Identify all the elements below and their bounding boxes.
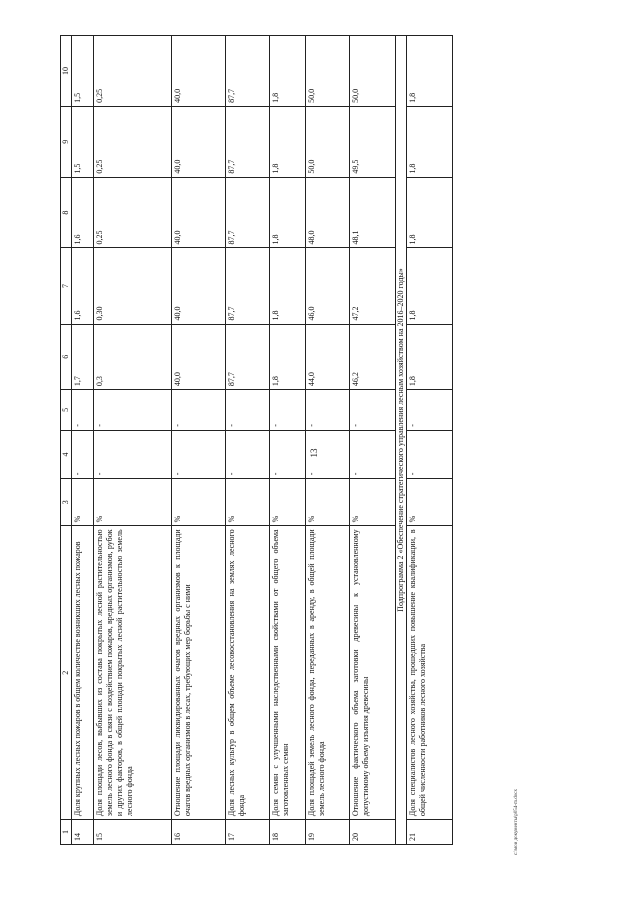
- table-row: [172, 36, 226, 845]
- header-cell: 8: [61, 177, 72, 248]
- header-cell: 9: [61, 106, 72, 177]
- value-cell: -: [270, 390, 306, 431]
- row-number: 18: [270, 820, 306, 845]
- value-cell: 1,8: [407, 248, 453, 324]
- header-cell: 5: [61, 390, 72, 431]
- table-row: [72, 36, 94, 845]
- value-cell: 87,7: [226, 248, 270, 324]
- value-cell: 87,7: [226, 106, 270, 177]
- value-cell: 1,5: [72, 36, 94, 107]
- unit-cell: %: [172, 479, 226, 526]
- indicator-name: Доля крупных лесных пожаров в общем количестве возникших лесных пожаров: [72, 526, 94, 820]
- table-row: [306, 36, 350, 845]
- row-number: 20: [350, 820, 396, 845]
- value-cell: -: [226, 390, 270, 431]
- indicator-name: Доля площадей земель лесного фонда, переданных в аренду, в общей площади земель лесного фонда: [306, 526, 350, 820]
- value-cell: 1,8: [270, 177, 306, 248]
- header-cell: 6: [61, 324, 72, 390]
- indicators-table: [60, 35, 453, 845]
- header-cell: 7: [61, 248, 72, 324]
- row-number: 17: [226, 820, 270, 845]
- value-cell: 87,7: [226, 324, 270, 390]
- indicator-name: Отношение площади ликвидированных очагов вредных организмов к площади очагов вредных организмов в лесах, требующих мер борьбы с ними: [172, 526, 226, 820]
- value-cell: -: [72, 430, 94, 479]
- row-number: 19: [306, 820, 350, 845]
- row-number: 15: [94, 820, 172, 845]
- header-cell: 4: [61, 430, 72, 479]
- value-cell: -: [350, 430, 396, 479]
- page-number: 13: [309, 448, 319, 458]
- value-cell: -: [306, 390, 350, 431]
- value-cell: 0,25: [94, 106, 172, 177]
- value-cell: -: [350, 390, 396, 431]
- value-cell: 1,5: [72, 106, 94, 177]
- unit-cell: %: [407, 479, 453, 526]
- value-cell: 87,7: [226, 36, 270, 107]
- value-cell: -: [172, 390, 226, 431]
- value-cell: 1,6: [72, 177, 94, 248]
- value-cell: 40,0: [172, 36, 226, 107]
- value-cell: 44,0: [306, 324, 350, 390]
- table-row: [350, 36, 396, 845]
- indicators-table-container: [60, 35, 495, 845]
- unit-cell: %: [72, 479, 94, 526]
- file-path-footer: c:\мои документы\p054-m.docx: [514, 789, 519, 855]
- header-cell: 2: [61, 526, 72, 820]
- subprogram-row: [396, 36, 407, 845]
- value-cell: -: [94, 390, 172, 431]
- value-cell: 48,1: [350, 177, 396, 248]
- value-cell: -: [72, 390, 94, 431]
- value-cell: 50,0: [306, 106, 350, 177]
- value-cell: 48,0: [306, 177, 350, 248]
- value-cell: -: [94, 430, 172, 479]
- header-cell: 3: [61, 479, 72, 526]
- unit-cell: %: [350, 479, 396, 526]
- value-cell: 50,0: [350, 36, 396, 107]
- table-row: [407, 36, 453, 845]
- row-number: 14: [72, 820, 94, 845]
- value-cell: 87,7: [226, 177, 270, 248]
- table-row: [226, 36, 270, 845]
- indicator-name: Доля специалистов лесного хозяйства, прошедших повышение квалификации, в общей численности работников лесного хозяйства: [407, 526, 453, 820]
- unit-cell: %: [306, 479, 350, 526]
- table-row: [94, 36, 172, 845]
- value-cell: 40,0: [172, 106, 226, 177]
- indicator-name: Отношение фактического объема заготовки древесины к установленному допустимому объему изъятия древесины: [350, 526, 396, 820]
- unit-cell: %: [226, 479, 270, 526]
- subprogram-title: Подпрограмма 2 «Обеспечение стратегического управления лесным хозяйством на 2016–2020 годы»: [396, 36, 407, 845]
- unit-cell: %: [94, 479, 172, 526]
- value-cell: 49,5: [350, 106, 396, 177]
- value-cell: 40,0: [172, 324, 226, 390]
- value-cell: 0,25: [94, 177, 172, 248]
- value-cell: 1,8: [407, 36, 453, 107]
- value-cell: -: [407, 430, 453, 479]
- row-number: 21: [407, 820, 453, 845]
- row-number: 16: [172, 820, 226, 845]
- value-cell: 1,8: [270, 106, 306, 177]
- value-cell: -: [270, 430, 306, 479]
- value-cell: 0,25: [94, 36, 172, 107]
- value-cell: 40,0: [172, 248, 226, 324]
- value-cell: 0,30: [94, 248, 172, 324]
- indicator-name: Доля площади лесов, выбывших из состава покрытых лесной растительностью земель лесного фонда в связи с воздействием пожаров, вредных организмов, рубок и других факторов, в общей площади покрытых лесной растительностью земель лесного фонда: [94, 526, 172, 820]
- header-row: [61, 36, 72, 845]
- value-cell: 0,3: [94, 324, 172, 390]
- value-cell: 1,8: [270, 36, 306, 107]
- header-cell: 10: [61, 36, 72, 107]
- table-row: [270, 36, 306, 845]
- indicator-name: Доля лесных культур в общем объеме лесовосстановления на землях лесного фонда: [226, 526, 270, 820]
- value-cell: 46,2: [350, 324, 396, 390]
- value-cell: 1,8: [270, 248, 306, 324]
- value-cell: -: [306, 430, 350, 479]
- value-cell: 1,6: [72, 248, 94, 324]
- value-cell: 40,0: [172, 177, 226, 248]
- value-cell: -: [407, 390, 453, 431]
- value-cell: -: [172, 430, 226, 479]
- value-cell: 50,0: [306, 36, 350, 107]
- unit-cell: %: [270, 479, 306, 526]
- value-cell: 1,8: [407, 177, 453, 248]
- value-cell: 46,0: [306, 248, 350, 324]
- indicator-name: Доля семян с улучшенными наследственными свойствами от общего объема заготовленных семян: [270, 526, 306, 820]
- value-cell: -: [226, 430, 270, 479]
- header-cell: 1: [61, 820, 72, 845]
- value-cell: 1,7: [72, 324, 94, 390]
- value-cell: 1,8: [270, 324, 306, 390]
- value-cell: 1,8: [407, 324, 453, 390]
- value-cell: 47,2: [350, 248, 396, 324]
- value-cell: 1,8: [407, 106, 453, 177]
